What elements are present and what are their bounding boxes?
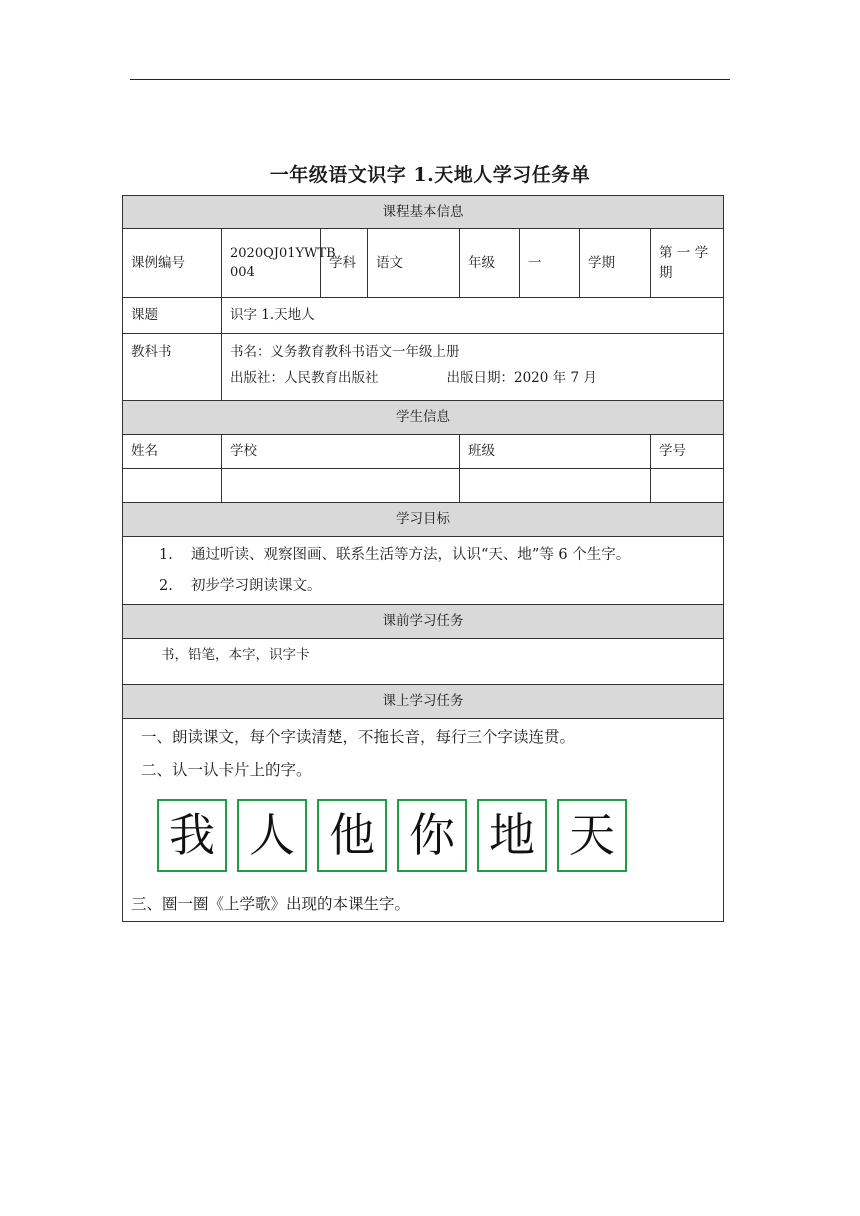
goal-item: 2. 初步学习朗读课文。	[159, 577, 322, 594]
student-name-label: 姓名	[123, 435, 222, 469]
term-line1: 第 一 学	[659, 244, 709, 261]
class-task-cell	[123, 719, 724, 922]
character-card: 我	[157, 799, 227, 872]
textbook-label: 教科书	[123, 334, 222, 401]
goal-item: 1. 通过听读、观察图画、联系生活等方法，认识“天、地”等 6 个生字。	[159, 546, 631, 563]
character-card: 地	[477, 799, 547, 872]
pre-task-text: 书，铅笔，本字，识字卡	[123, 639, 724, 685]
character-cards	[131, 799, 723, 872]
section-class-task: 课上学习任务	[123, 685, 724, 719]
student-id-label: 学号	[651, 435, 724, 469]
book-name: 书名：义务教育教科书语文一年级上册	[230, 344, 460, 360]
task-recognize-cards: 二、认一认卡片上的字。	[141, 761, 312, 779]
student-school-label: 学校	[222, 435, 460, 469]
subject-value: 语文	[368, 229, 460, 298]
case-number-line1: 2020QJ01YWTB	[230, 245, 336, 261]
student-class-input[interactable]	[460, 469, 651, 503]
character-card: 天	[557, 799, 627, 872]
character-card: 他	[317, 799, 387, 872]
goals-list	[123, 540, 723, 602]
grade-value: 一	[520, 229, 580, 298]
term-value	[651, 229, 724, 298]
publisher-line	[230, 368, 715, 388]
student-id-input[interactable]	[651, 469, 724, 503]
section-student-info: 学生信息	[123, 401, 724, 435]
term-label: 学期	[580, 229, 651, 298]
task-sheet-table	[122, 195, 723, 922]
grade-label: 年级	[460, 229, 520, 298]
case-number-value	[222, 229, 336, 298]
student-name-input[interactable]	[123, 469, 222, 503]
document-title: 一年级语文识字 1.天地人学习任务单	[269, 164, 591, 186]
term-line2: 期	[659, 265, 673, 281]
task-circle-characters: 三、圈一圈《上学歌》出现的本课生字。	[131, 895, 411, 913]
section-pre-task: 课前学习任务	[123, 605, 724, 639]
publish-date: 出版日期：2020 年 7 月	[446, 370, 597, 387]
section-basic-info: 课程基本信息	[123, 196, 724, 229]
character-card: 你	[397, 799, 467, 872]
header-rule	[130, 79, 730, 80]
topic-value: 识字 1.天地人	[222, 298, 724, 334]
subject-label: 学科	[321, 229, 368, 298]
section-goals: 学习目标	[123, 503, 724, 537]
case-number-label: 课例编号	[123, 229, 222, 298]
case-number-line2: 004	[230, 265, 255, 280]
task-read-aloud: 一、朗读课文，每个字读清楚，不拖长音，每行三个字读连贯。	[141, 728, 576, 746]
student-school-input[interactable]	[222, 469, 460, 503]
publisher: 出版社：人民教育出版社	[230, 370, 379, 387]
topic-label: 课题	[123, 298, 222, 334]
goals-cell	[123, 537, 724, 605]
character-card: 人	[237, 799, 307, 872]
textbook-info	[222, 334, 724, 401]
student-class-label: 班级	[460, 435, 651, 469]
